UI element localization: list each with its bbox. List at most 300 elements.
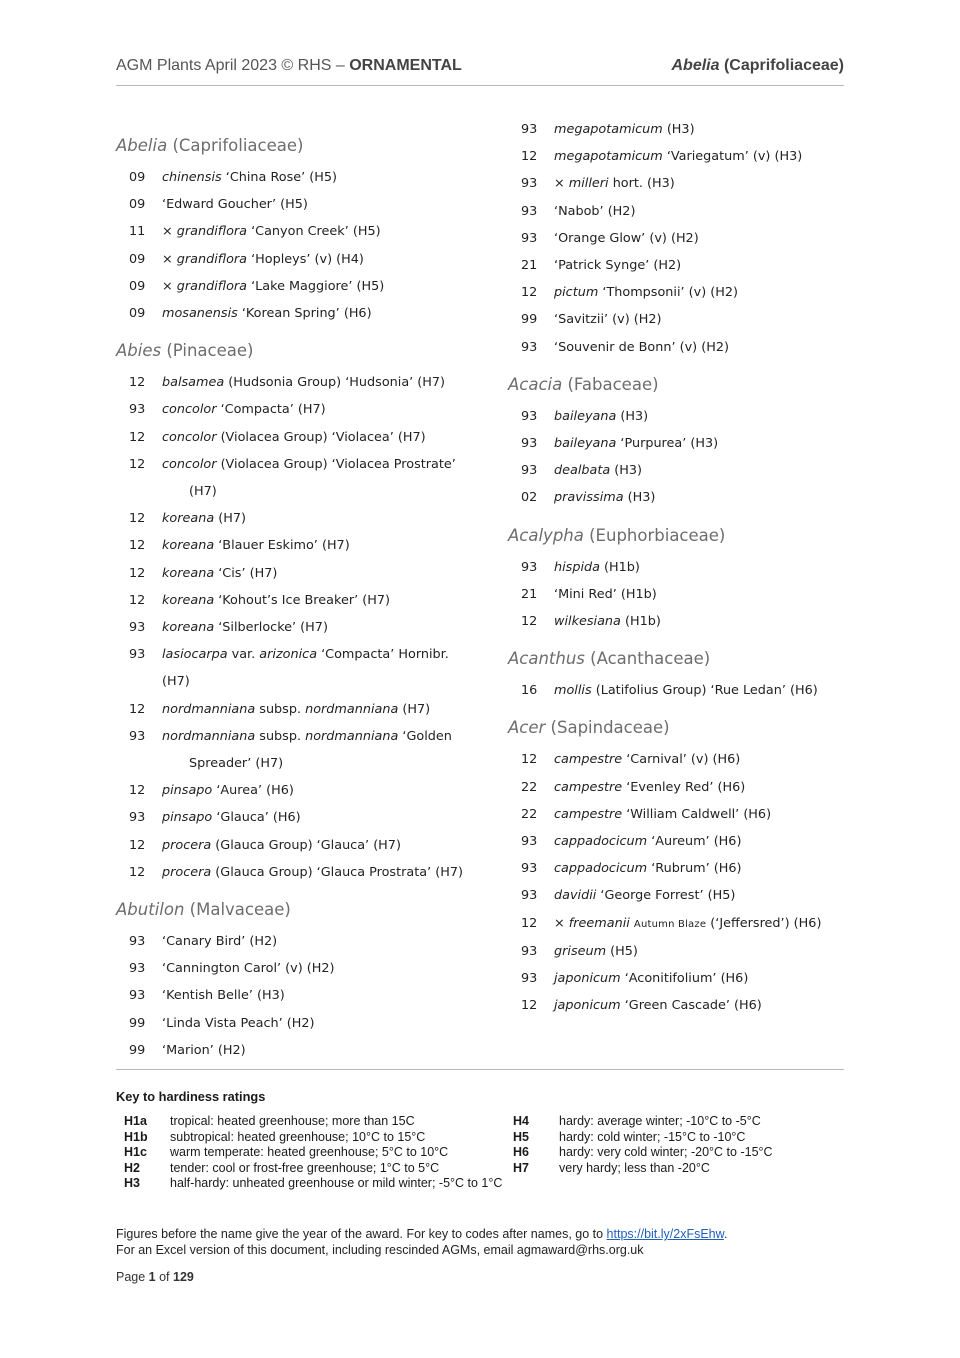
- plant-name: [554, 581, 868, 608]
- cultivar-text: ‘Linda Vista Peach’ (H2): [162, 1015, 315, 1031]
- plant-entry: [508, 334, 868, 361]
- plant-name: [554, 170, 868, 197]
- genus-heading: [508, 522, 868, 550]
- cultivar-text-2: ‘Compacta’ Hornibr. (H7): [162, 647, 449, 690]
- family-name: (Pinaceae): [166, 341, 254, 361]
- key-left-column: [124, 1114, 504, 1192]
- header-rule: [116, 85, 844, 86]
- award-year: 12: [129, 592, 146, 608]
- plant-name: [162, 505, 476, 532]
- plant-entry: [116, 532, 476, 559]
- plant-entry: [116, 1037, 476, 1064]
- cultivar-text: (H1b): [620, 614, 661, 630]
- key-row: [513, 1161, 833, 1177]
- plant-name: [162, 191, 476, 218]
- plant-entry: [508, 554, 868, 581]
- botanical-name: pravissima: [554, 490, 624, 506]
- genus-heading: [508, 371, 868, 399]
- plant-name: [162, 1037, 476, 1064]
- award-year: 93: [129, 961, 146, 977]
- plant-name: [554, 746, 868, 773]
- cultivar-text: ‘Purpurea’ (H3): [616, 436, 719, 452]
- family-name: (Sapindaceae): [550, 718, 670, 738]
- page-total: 129: [173, 1270, 194, 1284]
- plant-name: [554, 965, 868, 992]
- cultivar-text: (H3): [623, 490, 656, 506]
- award-year: 12: [129, 783, 146, 799]
- plant-name: [162, 982, 476, 1009]
- cultivar-text: ‘Silberlocke’ (H7): [214, 620, 328, 636]
- cultivar-text-2: ‘Golden: [398, 728, 452, 744]
- plant-entry: [508, 430, 868, 457]
- genus-heading: [508, 714, 868, 742]
- plant-entry: [116, 218, 476, 245]
- cultivar-text: ‘Kohout’s Ice Breaker’ (H7): [214, 592, 390, 608]
- cultivar-text: (H7): [214, 511, 246, 527]
- codes-link[interactable]: https://bit.ly/2xFsEhw: [606, 1227, 724, 1241]
- cultivar-text: (H5): [606, 943, 638, 959]
- cultivar-text: ‘Marion’ (H2): [162, 1042, 246, 1058]
- botanical-name: japonicum: [554, 998, 621, 1014]
- plant-name: [162, 273, 476, 300]
- award-year: 12: [129, 375, 146, 391]
- award-year: 93: [521, 408, 538, 424]
- cultivar-text: ‘Edward Goucher’ (H5): [162, 197, 308, 213]
- right-column: [508, 116, 868, 1019]
- plant-name: [554, 938, 868, 965]
- plant-entry: [508, 910, 868, 938]
- plant-name: [554, 252, 868, 279]
- plant-name: [162, 300, 476, 327]
- cultivar-text: ‘Canyon Creek’ (H5): [247, 224, 381, 240]
- plant-entry: [508, 252, 868, 279]
- family-name: (Fabaceae): [567, 374, 659, 394]
- cultivar-text: subsp.: [255, 701, 306, 717]
- genus-name: Abutilon: [116, 900, 185, 920]
- plant-name: [554, 116, 868, 143]
- plant-name: [162, 424, 476, 451]
- plant-name: [554, 279, 868, 306]
- hardiness-description: tropical: heated greenhouse; more than 15C: [170, 1114, 415, 1128]
- botanical-name: pinsapo: [162, 810, 213, 826]
- cultivar-text: ‘Aurea’ (H6): [212, 783, 294, 799]
- plant-name: [162, 396, 476, 423]
- plant-name: [554, 225, 868, 252]
- cultivar-text: ‘Aureum’ (H6): [647, 834, 742, 850]
- cultivar-text: ‘Souvenir de Bonn’ (v) (H2): [554, 339, 729, 355]
- plant-name: [162, 928, 476, 955]
- botanical-name: lasiocarpa: [162, 647, 228, 663]
- footnote: [116, 1227, 727, 1258]
- award-year: 93: [521, 888, 538, 904]
- plant-name: [162, 723, 476, 777]
- key-row: [513, 1145, 833, 1161]
- plant-name: [162, 832, 476, 859]
- cultivar-text: (Glauca Group) ‘Glauca Prostrata’ (H7): [211, 864, 463, 880]
- plant-name: [162, 1010, 476, 1037]
- page-prefix: Page: [116, 1270, 149, 1284]
- plant-entry: [116, 641, 476, 695]
- award-year: 99: [129, 1015, 146, 1031]
- botanical-name: cappadocicum: [554, 834, 648, 850]
- plant-entry: [116, 614, 476, 641]
- botanical-name: campestre: [554, 806, 623, 822]
- plant-entry: [116, 804, 476, 831]
- key-row: [513, 1114, 833, 1130]
- genus-name: Abelia: [116, 136, 168, 155]
- plant-name: [554, 882, 868, 909]
- award-year: 93: [521, 943, 538, 959]
- header-right: [671, 57, 844, 75]
- cultivar-text: ‘Cis’ (H7): [214, 565, 278, 581]
- cultivar-text: (Latifolius Group) ‘Rue Ledan’ (H6): [591, 683, 818, 699]
- cultivar-text: ‘Nabob’ (H2): [554, 203, 636, 219]
- key-row: [124, 1130, 504, 1146]
- botanical-name: × milleri: [554, 176, 609, 192]
- hardiness-description: hardy: very cold winter; -20°C to -15°C: [559, 1145, 773, 1160]
- award-year: 12: [129, 864, 146, 880]
- family-name: (Euphorbiaceae): [589, 525, 726, 545]
- award-year: 12: [129, 701, 146, 717]
- plant-entry: [116, 273, 476, 300]
- award-year: 21: [521, 586, 538, 602]
- plant-entry: [116, 396, 476, 423]
- footnote-period: .: [723, 1227, 728, 1241]
- genus-name: Abies: [116, 341, 162, 361]
- botanical-name: megapotamicum: [554, 122, 663, 137]
- header-genus: Abelia: [671, 57, 720, 74]
- name-continuation: (H7): [189, 484, 217, 500]
- hardiness-code: H2: [124, 1160, 140, 1175]
- plant-entry: [508, 608, 868, 635]
- cultivar-text-2: (‘Jeffersred’) (H6): [706, 915, 822, 931]
- key-columns: [116, 1114, 844, 1214]
- hardiness-code: H4: [513, 1114, 529, 1128]
- award-year: 93: [521, 176, 538, 192]
- plant-entry: [508, 828, 868, 855]
- award-year: 09: [129, 170, 146, 185]
- header-left: [116, 57, 462, 75]
- botanical-name: mollis: [554, 683, 592, 699]
- plant-name: [162, 369, 476, 396]
- award-year: 93: [521, 339, 538, 355]
- botanical-name: megapotamicum: [554, 149, 663, 165]
- hardiness-code: H7: [513, 1160, 529, 1175]
- plant-name: [554, 554, 868, 581]
- hardiness-key: [116, 1089, 844, 1214]
- plant-entry: [116, 560, 476, 587]
- award-year: 12: [521, 614, 538, 630]
- cultivar-text: ‘Savitzii’ (v) (H2): [554, 312, 662, 328]
- plant-name: [554, 677, 868, 704]
- header-section: ORNAMENTAL: [349, 57, 462, 74]
- plant-name: [554, 484, 868, 511]
- botanical-name: chinensis: [162, 170, 222, 185]
- cultivar-text: ‘Canary Bird’ (H2): [162, 934, 278, 950]
- genus-heading: [508, 645, 868, 673]
- plant-entry: [116, 832, 476, 859]
- genus-name: Acacia: [508, 374, 563, 394]
- award-year: 12: [521, 915, 538, 931]
- award-year: 12: [521, 285, 538, 301]
- family-name: (Malvaceae): [189, 900, 291, 920]
- award-year: 22: [521, 806, 538, 822]
- award-year: 12: [129, 538, 146, 554]
- botanical-subname: nordmanniana: [305, 728, 399, 744]
- award-year: 93: [521, 559, 538, 575]
- trade-name: Autumn Blaze: [633, 918, 707, 930]
- cultivar-text: ‘Orange Glow’ (v) (H2): [554, 230, 699, 246]
- cultivar-text: ‘Rubrum’ (H6): [647, 861, 742, 877]
- genus-heading: [116, 132, 476, 160]
- plant-entry: [116, 955, 476, 982]
- cultivar-text: ‘Green Cascade’ (H6): [620, 998, 762, 1014]
- cultivar-text: ‘Cannington Carol’ (v) (H2): [162, 961, 335, 977]
- botanical-name: nordmanniana: [162, 701, 256, 717]
- plant-entry: [508, 457, 868, 484]
- award-year: 12: [521, 752, 538, 768]
- award-year: 99: [521, 312, 538, 328]
- plant-name: [554, 403, 868, 430]
- botanical-name: campestre: [554, 752, 623, 768]
- botanical-subname: nordmanniana: [305, 701, 399, 717]
- award-year: 93: [521, 203, 538, 219]
- key-right-column: [513, 1114, 833, 1176]
- award-year: 09: [129, 306, 146, 322]
- plant-name: [554, 306, 868, 333]
- cultivar-text: (H3): [610, 463, 643, 479]
- hardiness-description: tender: cool or frost-free greenhouse; 1°C to 5°C: [170, 1160, 440, 1175]
- plant-name: [554, 608, 868, 635]
- left-column: [116, 132, 476, 1064]
- botanical-name: wilkesiana: [554, 614, 621, 630]
- plant-name: [554, 457, 868, 484]
- cultivar-text: var.: [227, 647, 260, 663]
- plant-entry: [508, 855, 868, 882]
- plant-entry: [508, 198, 868, 225]
- plant-name: [554, 801, 868, 828]
- plant-entry: [508, 992, 868, 1019]
- name-continuation: Spreader’ (H7): [189, 756, 284, 772]
- hardiness-description: very hardy; less than -20°C: [559, 1160, 710, 1175]
- botanical-name: × grandiflora: [162, 278, 248, 294]
- plant-name: [554, 143, 868, 170]
- genus-heading: [116, 337, 476, 365]
- award-year: 12: [521, 149, 538, 165]
- genus-name: Acer: [508, 718, 546, 738]
- plant-name: [162, 218, 476, 245]
- botanical-name: procera: [162, 864, 212, 880]
- plant-name: [162, 587, 476, 614]
- plant-entry: [508, 801, 868, 828]
- cultivar-text: (Violacea Group) ‘Violacea’ (H7): [216, 429, 426, 445]
- hardiness-code: H1c: [124, 1145, 147, 1160]
- cultivar-text: ‘Thompsonii’ (v) (H2): [598, 285, 739, 301]
- botanical-name: concolor: [162, 456, 217, 472]
- cultivar-text: ‘Aconitifolium’ (H6): [620, 971, 749, 987]
- cultivar-text: ‘Glauca’ (H6): [212, 810, 301, 826]
- header-family: (Caprifoliaceae): [723, 57, 844, 74]
- cultivar-text: ‘Carnival’ (v) (H6): [622, 752, 741, 768]
- botanical-name: procera: [162, 837, 212, 853]
- award-year: 93: [521, 463, 538, 479]
- plant-entry: [116, 300, 476, 327]
- cultivar-text: ‘Kentish Belle’ (H3): [162, 988, 285, 1004]
- botanical-name: dealbata: [554, 463, 611, 479]
- plant-entry: [508, 938, 868, 965]
- cultivar-text: ‘Variegatum’ (v) (H3): [662, 149, 803, 165]
- plant-entry: [508, 225, 868, 252]
- plant-entry: [116, 777, 476, 804]
- award-year: 93: [521, 122, 538, 137]
- plant-name: [162, 614, 476, 641]
- botanical-name: pinsapo: [162, 783, 213, 799]
- plant-name: [162, 859, 476, 886]
- botanical-name: concolor: [162, 402, 217, 418]
- cultivar-text: ‘Hopleys’ (v) (H4): [247, 251, 364, 267]
- award-year: 93: [129, 647, 146, 663]
- botanical-name: hispida: [554, 559, 600, 575]
- plant-entry: [508, 403, 868, 430]
- plant-name: [162, 777, 476, 804]
- award-year: 99: [129, 1042, 146, 1058]
- plant-entry: [508, 677, 868, 704]
- plant-entry: [116, 1010, 476, 1037]
- cultivar-text: (H3): [662, 122, 695, 137]
- plant-name: [162, 451, 476, 505]
- family-name: (Acanthaceae): [590, 649, 711, 669]
- botanical-name: koreana: [162, 511, 215, 527]
- cultivar-text: ‘Patrick Synge’ (H2): [554, 258, 682, 274]
- plant-entry: [116, 982, 476, 1009]
- cultivar-text: ‘Compacta’ (H7): [216, 402, 326, 418]
- botanical-name: japonicum: [554, 971, 621, 987]
- hardiness-description: hardy: cold winter; -15°C to -10°C: [559, 1129, 746, 1144]
- award-year: 93: [521, 971, 538, 987]
- family-name: (Caprifoliaceae): [172, 136, 304, 155]
- cultivar-text: hort. (H3): [608, 176, 675, 192]
- award-year: 12: [129, 429, 146, 445]
- cultivar-text: (H1b): [599, 559, 640, 575]
- key-row: [124, 1145, 504, 1161]
- plant-entry: [508, 581, 868, 608]
- plant-name: [554, 855, 868, 882]
- plant-entry: [116, 191, 476, 218]
- plant-name: [162, 955, 476, 982]
- hardiness-description: half-hardy: unheated greenhouse or mild winter; -5°C to 1°C: [170, 1176, 503, 1191]
- key-row: [124, 1161, 504, 1177]
- award-year: 12: [521, 998, 538, 1014]
- plant-entry: [116, 505, 476, 532]
- botanical-name: cappadocicum: [554, 861, 648, 877]
- botanical-name: koreana: [162, 592, 215, 608]
- key-row: [513, 1130, 833, 1146]
- cultivar-text: ‘George Forrest’ (H5): [596, 888, 736, 904]
- header-prefix: AGM Plants April 2023 © RHS –: [116, 57, 350, 74]
- plant-entry: [508, 116, 868, 143]
- botanical-name: × grandiflora: [162, 224, 248, 240]
- botanical-name: koreana: [162, 538, 215, 554]
- botanical-name: balsamea: [162, 375, 225, 391]
- award-year: 93: [521, 861, 538, 877]
- botanical-name: nordmanniana: [162, 728, 256, 744]
- plant-entry: [508, 306, 868, 333]
- award-year: 93: [521, 230, 538, 246]
- hardiness-code: H3: [124, 1176, 140, 1191]
- plant-name: [162, 532, 476, 559]
- plant-entry: [508, 965, 868, 992]
- cultivar-text-2: (H7): [398, 701, 431, 717]
- botanical-name: pictum: [554, 285, 599, 301]
- hardiness-description: warm temperate: heated greenhouse; 5°C to 10°C: [170, 1145, 449, 1160]
- award-year: 09: [129, 197, 146, 213]
- plant-name: [554, 198, 868, 225]
- page-header: [116, 57, 844, 79]
- botanical-subname: arizonica: [259, 647, 318, 663]
- plant-name: [554, 828, 868, 855]
- genus-name: Acanthus: [508, 649, 585, 669]
- award-year: 12: [129, 456, 146, 472]
- cultivar-text: ‘Korean Spring’ (H6): [237, 306, 372, 322]
- plant-name: [162, 696, 476, 723]
- hardiness-code: H6: [513, 1145, 529, 1160]
- award-year: 11: [129, 224, 146, 240]
- key-row: [124, 1176, 504, 1192]
- key-row: [124, 1114, 504, 1130]
- award-year: 16: [521, 683, 538, 699]
- cultivar-text: ‘Mini Red’ (H1b): [554, 586, 657, 602]
- plant-entry: [116, 369, 476, 396]
- plant-entry: [508, 170, 868, 197]
- botanical-name: × freemanii: [554, 915, 630, 931]
- hardiness-code: H1a: [124, 1114, 147, 1128]
- cultivar-text: (Glauca Group) ‘Glauca’ (H7): [211, 837, 401, 853]
- botanical-name: mosanensis: [162, 306, 238, 322]
- plant-name: [554, 430, 868, 457]
- cultivar-text: (H3): [616, 408, 649, 424]
- plant-entry: [116, 246, 476, 273]
- award-year: 93: [129, 402, 146, 418]
- plant-name: [162, 560, 476, 587]
- footnote-text: Figures before the name give the year of the award. For key to codes after names, go to: [116, 1227, 607, 1241]
- plant-name: [162, 164, 476, 191]
- plant-entry: [508, 774, 868, 801]
- plant-name: [554, 910, 868, 938]
- plant-entry: [508, 484, 868, 511]
- footnote-line-2: For an Excel version of this document, including rescinded AGMs, email agmaward@rhs.org.uk: [116, 1242, 644, 1257]
- key-title: Key to hardiness ratings: [116, 1089, 266, 1104]
- plant-name: [162, 246, 476, 273]
- award-year: 93: [129, 934, 146, 950]
- plant-entry: [508, 882, 868, 909]
- hardiness-code: H1b: [124, 1129, 148, 1144]
- plant-entry: [116, 723, 476, 777]
- plant-entry: [508, 143, 868, 170]
- plant-entry: [116, 928, 476, 955]
- genus-name: Acalypha: [508, 525, 584, 545]
- cultivar-text: ‘Blauer Eskimo’ (H7): [214, 538, 350, 554]
- award-year: 12: [129, 511, 146, 527]
- award-year: 93: [129, 620, 146, 636]
- award-year: 93: [521, 834, 538, 850]
- plant-name: [162, 641, 476, 695]
- plant-name: [554, 774, 868, 801]
- award-year: 12: [129, 565, 146, 581]
- hardiness-code: H5: [513, 1129, 529, 1144]
- award-year: 93: [521, 436, 538, 452]
- plant-entry: [116, 164, 476, 191]
- award-year: 09: [129, 278, 146, 294]
